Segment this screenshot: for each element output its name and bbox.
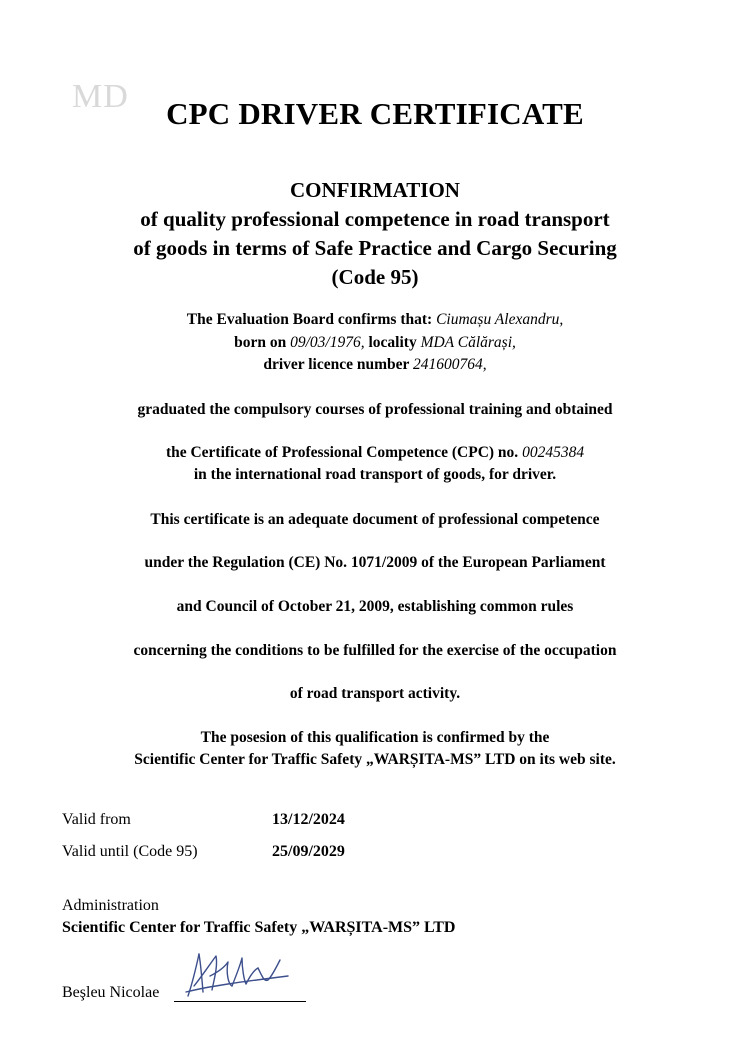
- posesion-line-1: The posesion of this qualification is confirmed by the: [200, 729, 550, 746]
- locality-label: locality: [368, 334, 417, 351]
- locality: MDA Călărași,: [420, 334, 516, 351]
- regulation-line-2: under the Regulation (CE) No. 1071/2009 of the European Parliament: [144, 554, 606, 571]
- born-label: born on: [234, 334, 287, 351]
- confirmation-code: (Code 95): [331, 265, 419, 289]
- signatory-name: Beşleu Nicolae: [62, 984, 160, 1001]
- regulation-line-3: and Council of October 21, 2009, establishing common rules: [176, 598, 574, 615]
- birth-date: 09/03/1976,: [290, 334, 365, 351]
- holder-birth-line: [0, 331, 750, 354]
- handwritten-signature: [180, 946, 295, 1004]
- holder-licence-line: [0, 353, 750, 376]
- organization-name: Scientific Center for Traffic Safety „WARȘITA-MS” LTD: [62, 919, 456, 936]
- regulation-line-4: concerning the conditions to be fulfilled for the exercise of the occupation: [133, 642, 617, 659]
- licence-number: 241600764,: [413, 356, 487, 373]
- regulation-line-1: This certificate is an adequate document of professional competence: [150, 511, 600, 528]
- document-title: CPC DRIVER CERTIFICATE: [166, 96, 584, 131]
- valid-until-label: Valid until (Code 95): [62, 843, 198, 860]
- valid-until-value: 25/09/2029: [272, 843, 345, 860]
- cpc-label: the Certificate of Professional Competence (CPC) no.: [165, 444, 519, 461]
- confirmation-heading: CONFIRMATION: [290, 178, 460, 202]
- confirmation-line-1: of quality professional competence in road transport: [140, 207, 610, 231]
- holder-name-line: [0, 308, 750, 331]
- transport-line: in the international road transport of goods, for driver.: [193, 466, 557, 483]
- licence-label: driver licence number: [263, 356, 410, 373]
- valid-from-label: Valid from: [62, 811, 131, 828]
- graduated-line: graduated the compulsory courses of professional training and obtained: [137, 401, 613, 418]
- administration-label: Administration: [62, 897, 159, 914]
- regulation-line-5: of road transport activity.: [289, 685, 461, 702]
- posesion-line-2: Scientific Center for Traffic Safety „WARȘITA-MS” LTD on its web site.: [134, 751, 616, 768]
- cpc-number: 00245384: [522, 444, 585, 461]
- country-code-watermark: MD: [72, 78, 129, 115]
- valid-from-value: 13/12/2024: [272, 811, 345, 828]
- confirmation-line-2: of goods in terms of Safe Practice and Cargo Securing: [133, 236, 617, 260]
- board-label: The Evaluation Board confirms that:: [186, 311, 433, 328]
- cpc-line: [0, 441, 750, 464]
- holder-name: Ciumașu Alexandru,: [436, 311, 564, 328]
